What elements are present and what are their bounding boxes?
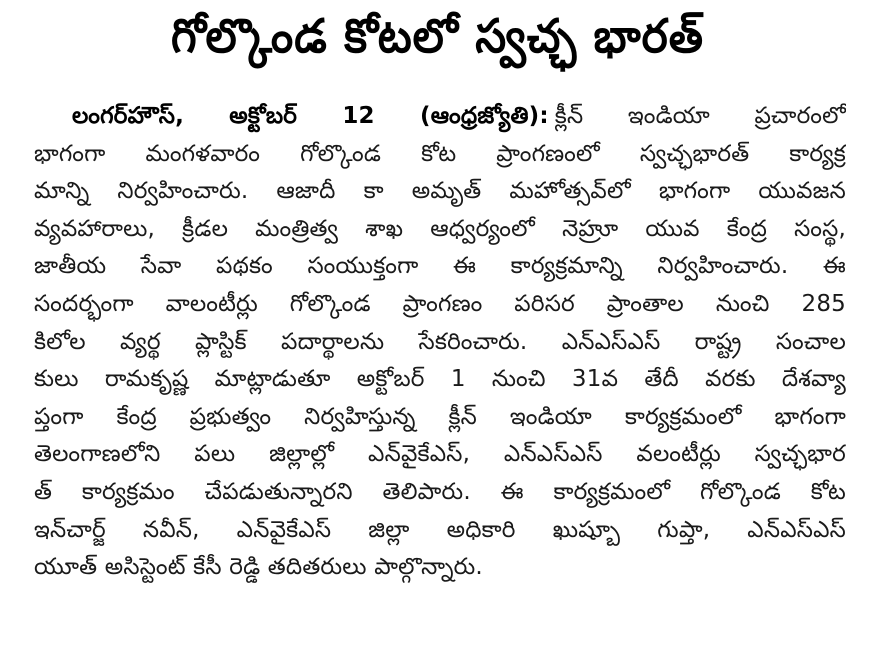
dateline: లంగర్‌హౌస్, అక్టోబర్ 12 (ఆంధ్రజ్యోతి): xyxy=(72,103,549,129)
headline: గోల్కొండ కోటలో స్వచ్ఛ భారత్ xyxy=(170,9,705,64)
article-line-5: జాతీయ సేవా పథకం సంయుక్తంగా ఈ కార్యక్రమాన్ని నిర్వహించారు. ఈ xyxy=(34,253,846,280)
article-line-3: మాన్ని నిర్వహించారు. ఆజాదీ కా అమృత్ మహోత్సవ్‌లో భాగంగా యువజన xyxy=(34,178,846,205)
bottom-margin xyxy=(0,651,875,659)
article-line-6: సందర్భంగా వాలంటీర్లు గోల్కొండ ప్రాంగణం పరిసర ప్రాంతాల నుంచి 285 xyxy=(34,290,846,317)
article-line-7: కిలోల వ్యర్థ ప్లాస్టిక్ పదార్థాలను సేకరించారు. ఎన్‌ఎస్ఎస్ రాష్ట్ర సంచాల xyxy=(34,328,846,355)
article-line-1 xyxy=(34,98,846,136)
article-line-2: భాగంగా మంగళవారం గోల్కొండ కోట ప్రాంగణంలో స్వచ్ఛభారత్ కార్యక్ర xyxy=(34,140,846,167)
article-line-1-text: క్లీన్ ఇండియా ప్రచారంలో xyxy=(554,103,846,129)
article-line-9: ప్తంగా కేంద్ర ప్రభుత్వం నిర్వహిస్తున్న క్లీన్ ఇండియా కార్యక్రమంలో భాగంగా xyxy=(34,403,846,430)
article-line-10: తెలంగాణలోని పలు జిల్లాల్లో ఎన్‌వైకేఎస్, ఎన్‌ఎస్ఎస్ వలంటీర్లు స్వచ్ఛభార xyxy=(34,441,846,468)
article-body xyxy=(34,98,846,587)
article-line-11: త్ కార్యక్రమం చేపడుతున్నారని తెలిపారు. ఈ కార్యక్రమంలో గోల్కొండ కోట xyxy=(34,478,846,505)
article-line-13: యూత్ అసిస్టెంట్ కేసీ రెడ్డి తదితరులు పాల్గొన్నారు. xyxy=(34,554,483,581)
article-line-4: వ్యవహారాలు, క్రీడల మంత్రిత్వ శాఖ ఆధ్వర్యంలో నెహ్రూ యువ కేంద్ర సంస్థ, xyxy=(34,215,846,242)
article-line-8: కులు రామకృష్ణ మాట్లాడుతూ అక్టోబర్ 1 నుంచి 31వ తేదీ వరకు దేశవ్యా xyxy=(34,366,846,393)
article-line-12: ఇన్‌చార్జ్ నవీన్, ఎన్‌వైకేఎస్ జిల్లా అధికారి ఖుష్బూ గుప్తా, ఎన్‌ఎస్ఎస్ xyxy=(34,516,846,543)
